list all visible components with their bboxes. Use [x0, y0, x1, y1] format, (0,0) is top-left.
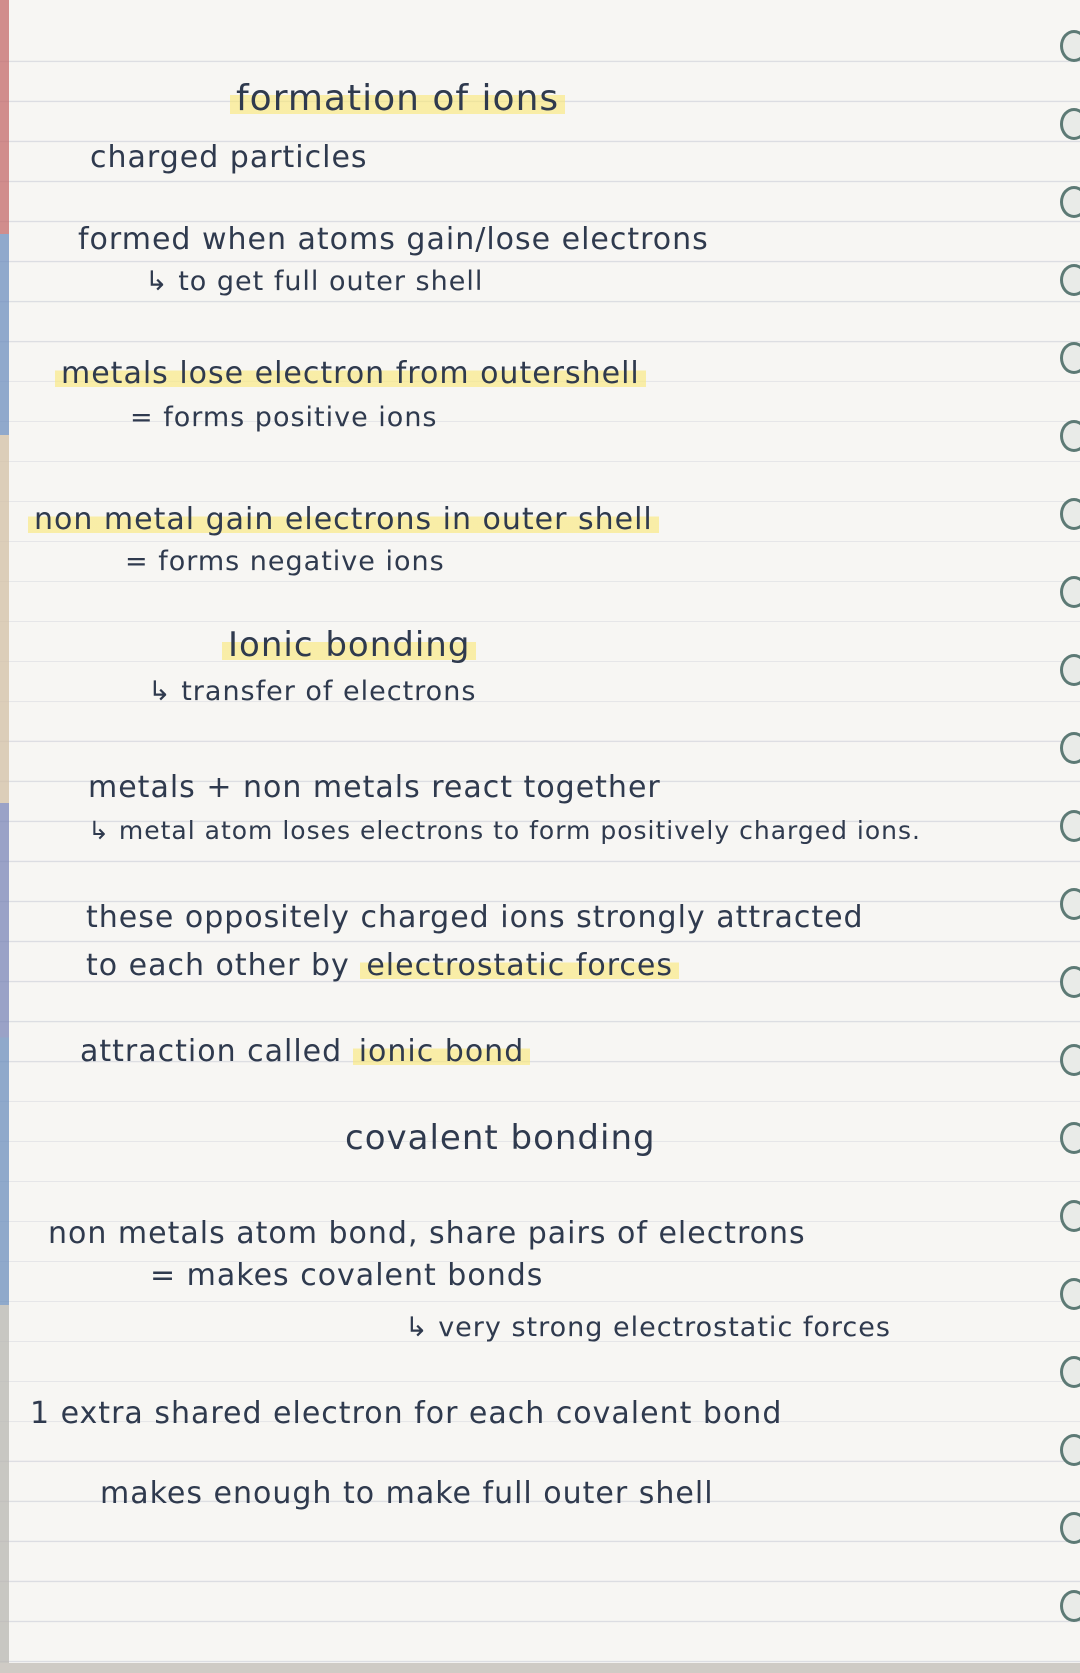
page-edge-bottom — [0, 1663, 1080, 1673]
makes-enough: makes enough to make full outer shell — [100, 1476, 714, 1511]
spiral-ring — [1060, 1434, 1080, 1466]
spiral-ring — [1060, 498, 1080, 530]
oppositely-charged-line-1: these oppositely charged ions strongly attracted — [86, 900, 864, 935]
ionic-definition: ↳ transfer of electrons — [148, 676, 477, 707]
spiral-ring — [1060, 576, 1080, 608]
covalent-result: = makes covalent bonds — [150, 1258, 544, 1293]
ionic-bond-highlight: ionic bond — [353, 1034, 531, 1069]
spiral-ring — [1060, 1590, 1080, 1622]
spiral-ring — [1060, 1356, 1080, 1388]
spiral-ring — [1060, 654, 1080, 686]
spiral-ring — [1060, 966, 1080, 998]
electrostatic-forces-highlight: electrostatic forces — [360, 948, 679, 983]
very-strong-forces: ↳ very strong electrostatic forces — [405, 1312, 891, 1343]
metal-atom-loses: ↳ metal atom loses electrons to form positively charged ions. — [88, 816, 921, 845]
ions-definition: charged particles — [90, 140, 368, 175]
spiral-ring — [1060, 810, 1080, 842]
spiral-ring — [1060, 1200, 1080, 1232]
spiral-ring — [1060, 732, 1080, 764]
heading-ionic-bonding: Ionic bonding — [222, 625, 476, 665]
spiral-ring — [1060, 108, 1080, 140]
metals-non-metals-react: metals + non metals react together — [88, 770, 661, 805]
spiral-ring — [1060, 888, 1080, 920]
oppositely-charged-line-2: to each other by electrostatic forces — [86, 948, 679, 983]
heading-formation-of-ions: formation of ions — [230, 78, 565, 119]
spiral-ring — [1060, 264, 1080, 296]
extra-shared-electron: 1 extra shared electron for each covalent bond — [30, 1396, 783, 1431]
spiral-ring — [1060, 420, 1080, 452]
spiral-ring — [1060, 342, 1080, 374]
spiral-ring — [1060, 1512, 1080, 1544]
spiral-ring — [1060, 1044, 1080, 1076]
spiral-ring — [1060, 1122, 1080, 1154]
spiral-ring — [1060, 186, 1080, 218]
non-metal-result: = forms negative ions — [125, 546, 445, 577]
spiral-ring — [1060, 1278, 1080, 1310]
metals-lose-electron: metals lose electron from outershell — [55, 356, 646, 391]
spiral-ring — [1060, 30, 1080, 62]
spiral-binding — [1054, 0, 1080, 1673]
attraction-called: attraction called ionic bond — [80, 1034, 530, 1069]
page-edge-left — [0, 0, 9, 1673]
metals-result: = forms positive ions — [130, 402, 438, 433]
non-metals-share: non metals atom bond, share pairs of electrons — [48, 1216, 806, 1251]
ions-reason: ↳ to get full outer shell — [145, 266, 484, 297]
heading-covalent-bonding: covalent bonding — [345, 1118, 656, 1158]
non-metal-gain: non metal gain electrons in outer shell — [28, 502, 659, 537]
ions-formed-when: formed when atoms gain/lose electrons — [78, 222, 709, 257]
